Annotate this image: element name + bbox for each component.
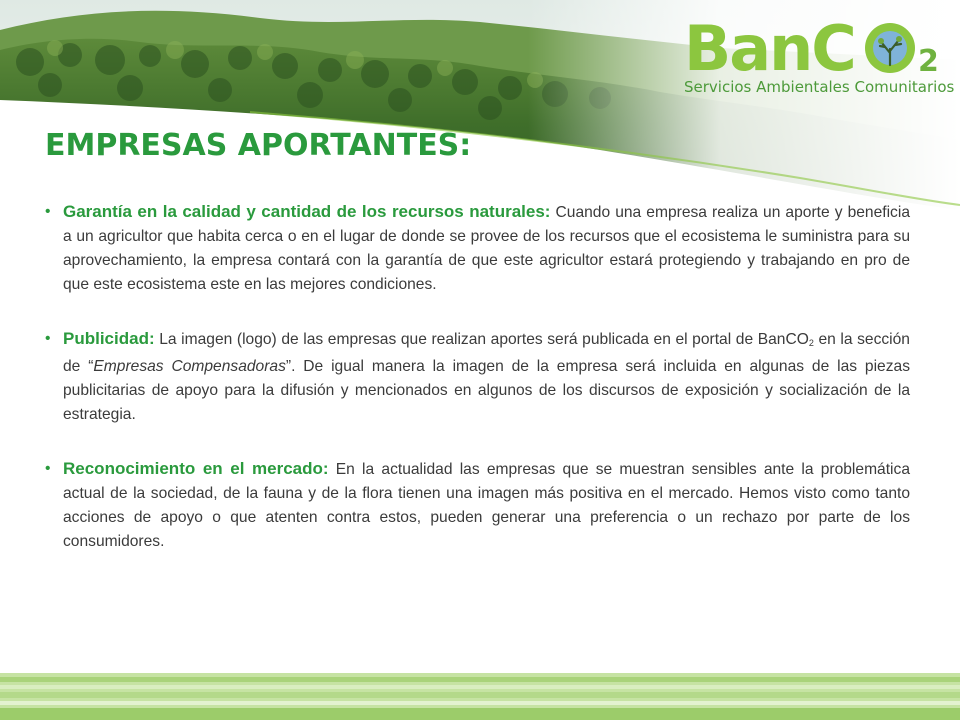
slide-title: EMPRESAS APORTANTES: xyxy=(45,128,472,163)
bullet-list xyxy=(45,200,910,554)
bullet-text: En la actualidad las empresas que se muestran sensibles ante la problemática actual de la sociedad, de la fauna y de la flora tienen una imagen más positiva en el mercado. Hemos visto como tanto acciones de apoyo o que atenten contra estos, pueden generar una preferencia o un rechazo por parte de los consumidores. xyxy=(63,461,910,550)
bullet-text: en la sección de “ xyxy=(63,331,910,375)
bullet-icon: • xyxy=(45,460,51,477)
bullet-icon: • xyxy=(45,330,51,347)
globe-tree-icon xyxy=(863,21,917,75)
bullet-text: La imagen (logo) de las empresas que realizan aportes será publicada en el portal de BanCO xyxy=(154,331,809,348)
banco2-logo xyxy=(680,12,955,104)
bullet-text: ”. De igual manera la imagen de la empresa será incluida en algunas de las piezas publicitarias de apoyo para la difusión y mencionados en algunos de los discursos de exposición y socialización de la estrategia. xyxy=(63,358,910,423)
bullet-item-garantia xyxy=(45,200,910,297)
bullet-icon: • xyxy=(45,203,51,220)
logo-subscript: 2 xyxy=(918,44,939,79)
bullet-subscript: 2 xyxy=(808,338,814,348)
bullet-heading: Publicidad: xyxy=(63,329,155,348)
bullet-item-reconocimiento xyxy=(45,457,910,554)
bullet-text: Cuando una empresa realiza un aporte y beneficia a un agricultor que habita cerca o en el lugar de donde se provee de los recursos que el ecosistema le suministra para su aprovechamiento, la empresa contará con la garantía de que este agricultor estará protegiendo y trabajando en pro de que este ecosistema este en las mejores condiciones. xyxy=(63,204,910,293)
footer-stripes xyxy=(0,673,960,720)
logo-tagline: Servicios Ambientales Comunitarios xyxy=(684,78,955,96)
bullet-emphasis: Empresas Compensadoras xyxy=(93,358,286,375)
bullet-heading: Garantía en la calidad y cantidad de los recursos naturales: xyxy=(63,202,551,221)
bullet-heading: Reconocimiento en el mercado: xyxy=(63,459,329,478)
logo-wordmark: BanC xyxy=(684,12,855,85)
bullet-item-publicidad xyxy=(45,327,910,427)
